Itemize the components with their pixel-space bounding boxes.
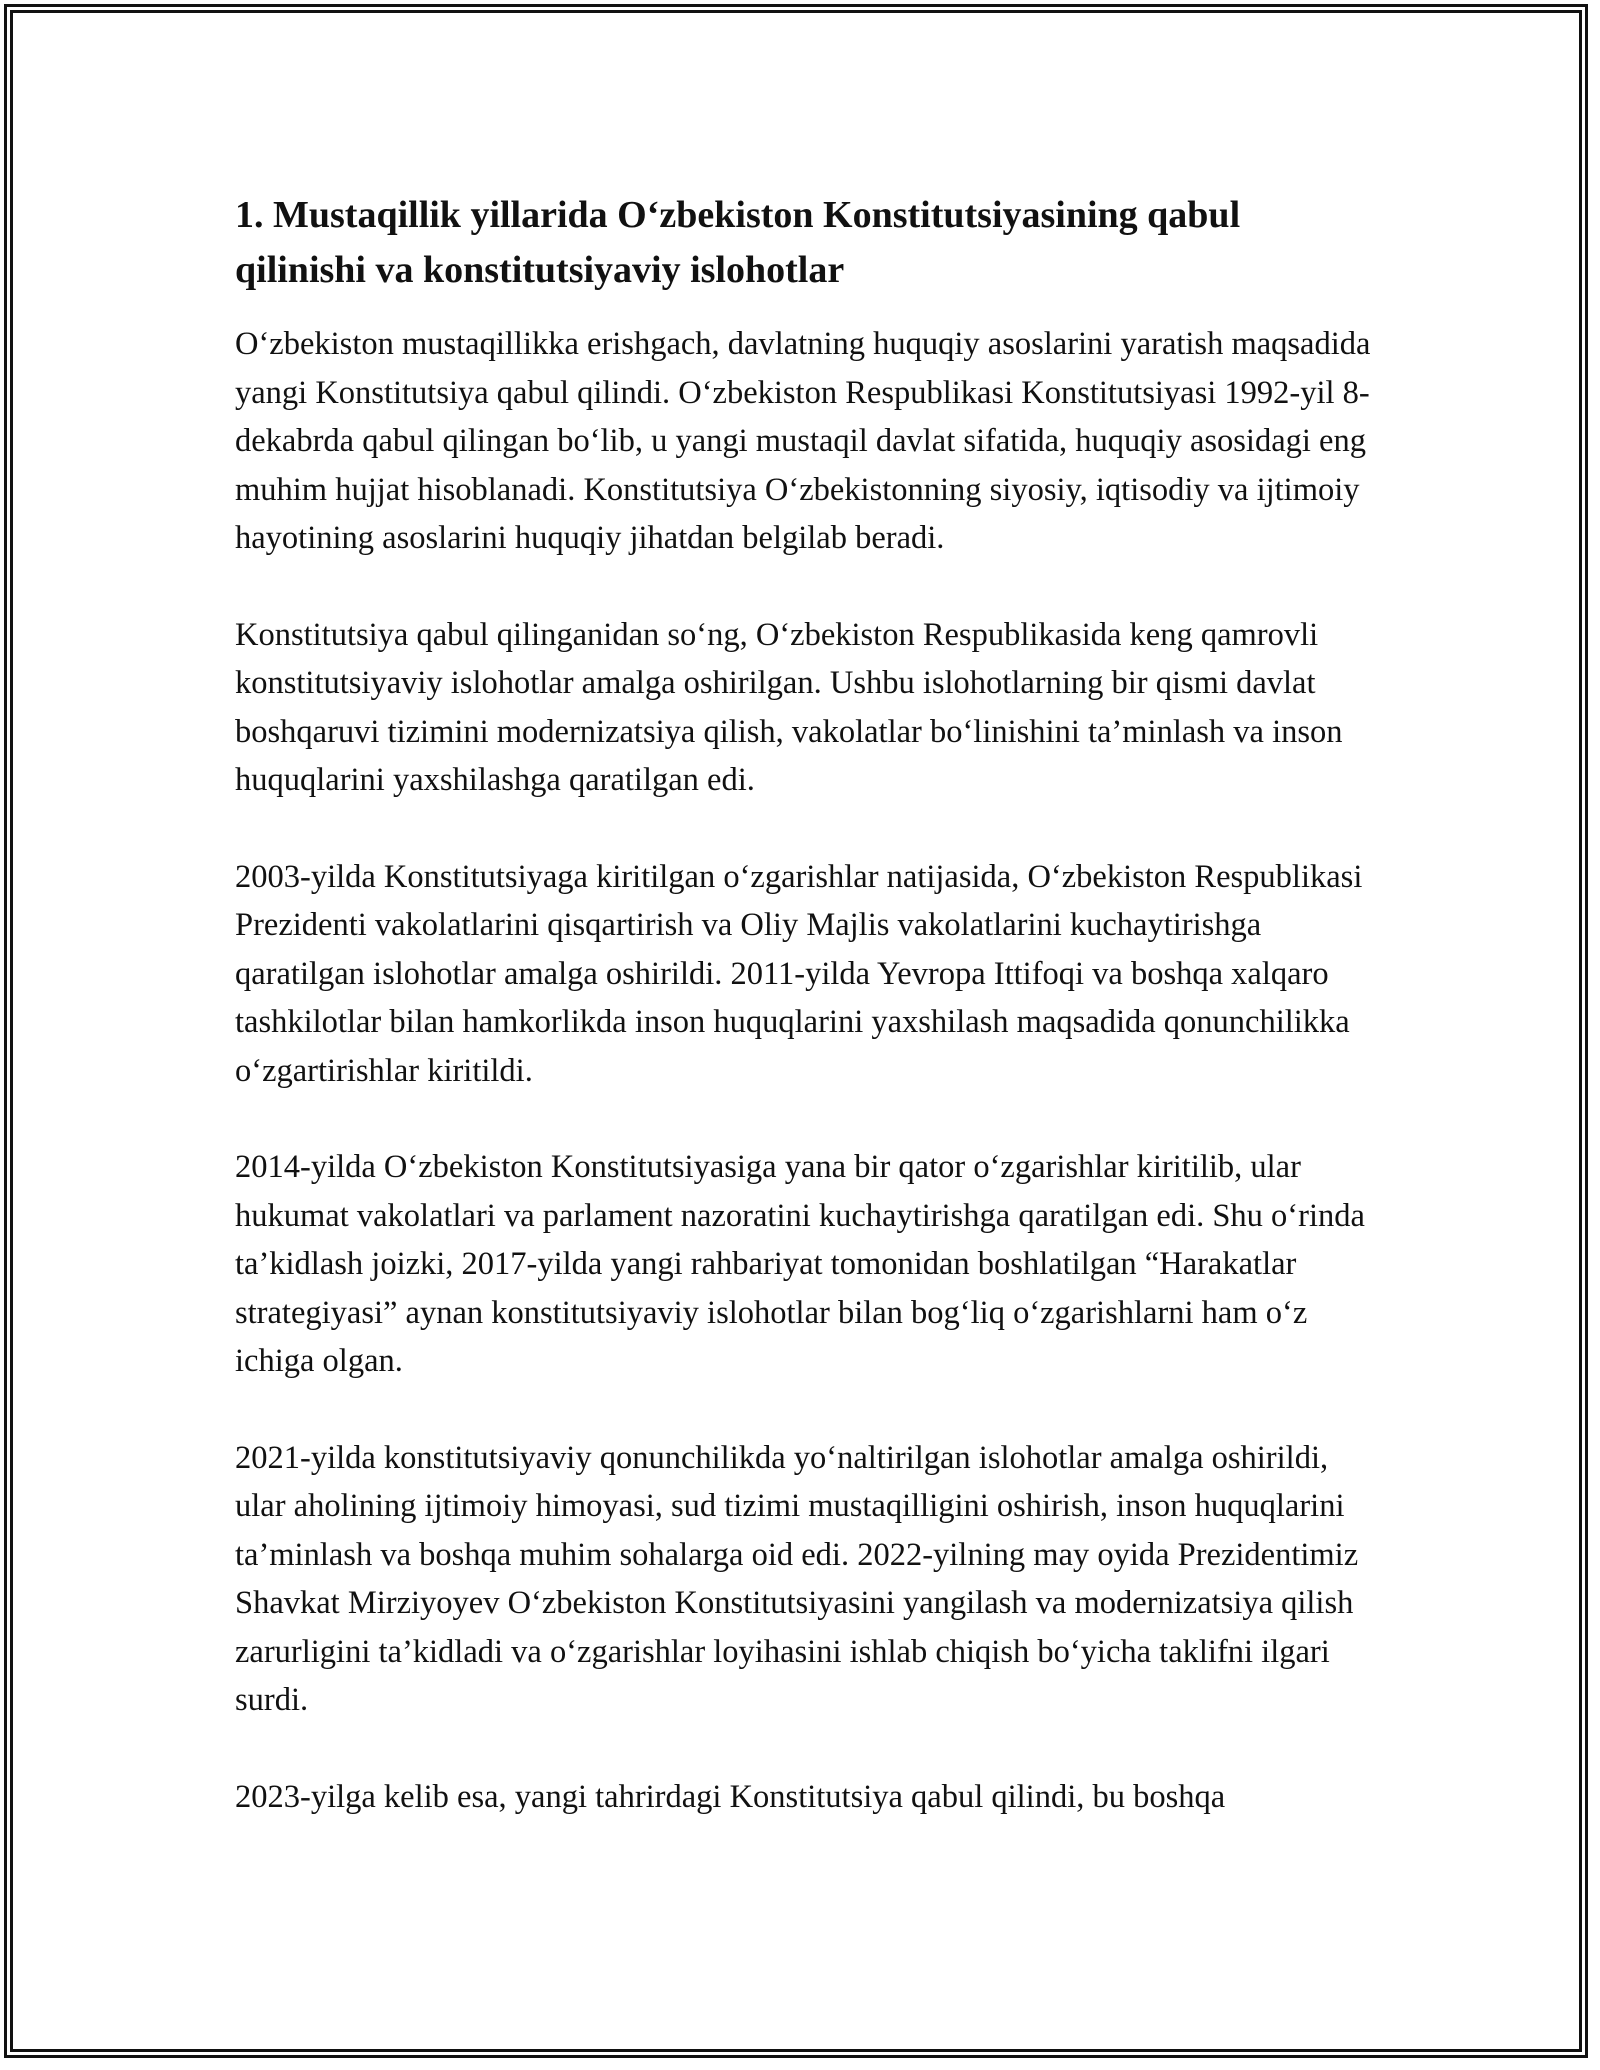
paragraph-6: 2023-yilga kelib esa, yangi tahrirdagi Konstitutsiya qabul qilindi, bu boshqa	[235, 1778, 1226, 1815]
paragraph-1: O‘zbekiston mustaqillikka erishgach, davlatning huquqiy asoslarini yaratish maqsadida yangi Konstitutsiya qabul qilindi. O‘zbekiston Respublikasi Konstitutsiyasi 1992-yil 8-dekabrda qabul qilingan bo‘lib, u yangi mustaqil davlat sifatida, huquqiy asosidagi eng muhim hujjat hisoblanadi. Konstitutsiya O‘zbekistonning siyosiy, iqtisodiy va ijtimoiy hayotining asoslarini huquqiy jihatdan belgilab beradi.	[235, 326, 1371, 556]
paragraph-4: 2014-yilda O‘zbekiston Konstitutsiyasiga yana bir qator o‘zgarishlar kiritilib, ular hukumat vakolatlari va parlament nazoratini kuchaytirishga qaratilgan edi. Shu o‘rinda ta’kidlash joizki, 2017-yilda yangi rahbariyat tomonidan boshlatilgan “Harakatlar strategiyasi” aynan konstitutsiyaviy islohotlar bilan bog‘liq o‘zgarishlarni ham o‘z ichiga olgan.	[235, 1149, 1365, 1379]
paragraph-2: Konstitutsiya qabul qilinganidan so‘ng, O‘zbekiston Respublikasida keng qamrovli konstitutsiyaviy islohotlar amalga oshirilgan. Ushbu islohotlarning bir qismi davlat boshqaruvi tizimini modernizatsiya qilish, vakolatlar bo‘linishini ta’minlash va inson huquqlarini yaxshilashga qaratilgan edi.	[235, 616, 1343, 798]
document-body	[235, 188, 1375, 1869]
paragraph-5: 2021-yilda konstitutsiyaviy qonunchilikda yo‘naltirilgan islohotlar amalga oshirildi, ular aholining ijtimoiy himoyasi, sud tizimi mustaqilligini oshirish, inson huquqlarini ta’minlash va boshqa muhim sohalarga oid edi. 2022-yilning may oyida Prezidentimiz Shavkat Mirziyoyev O‘zbekiston Konstitutsiyasini yangilash va modernizatsiya qilish zarurligini ta’kidladi va o‘zgarishlar loyihasini ishlab chiqish bo‘yicha taklifni ilgari surdi.	[235, 1439, 1359, 1718]
paragraph-3: 2003-yilda Konstitutsiyaga kiritilgan o‘zgarishlar natijasida, O‘zbekiston Respublikasi Prezidenti vakolatlarini qisqartirish va Oliy Majlis vakolatlarini kuchaytirishga qaratilgan islohotlar amalga oshirildi. 2011-yilda Yevropa Ittifoqi va boshqa xalqaro tashkilotlar bilan hamkorlikda inson huquqlarini yaxshilash maqsadida qonunchilikka o‘zgartirishlar kiritildi.	[235, 858, 1363, 1089]
section-heading: 1. Mustaqillik yillarida O‘zbekiston Konstitutsiyasining qabul qilinishi va konstitutsiyaviy islohotlar	[235, 194, 1241, 291]
